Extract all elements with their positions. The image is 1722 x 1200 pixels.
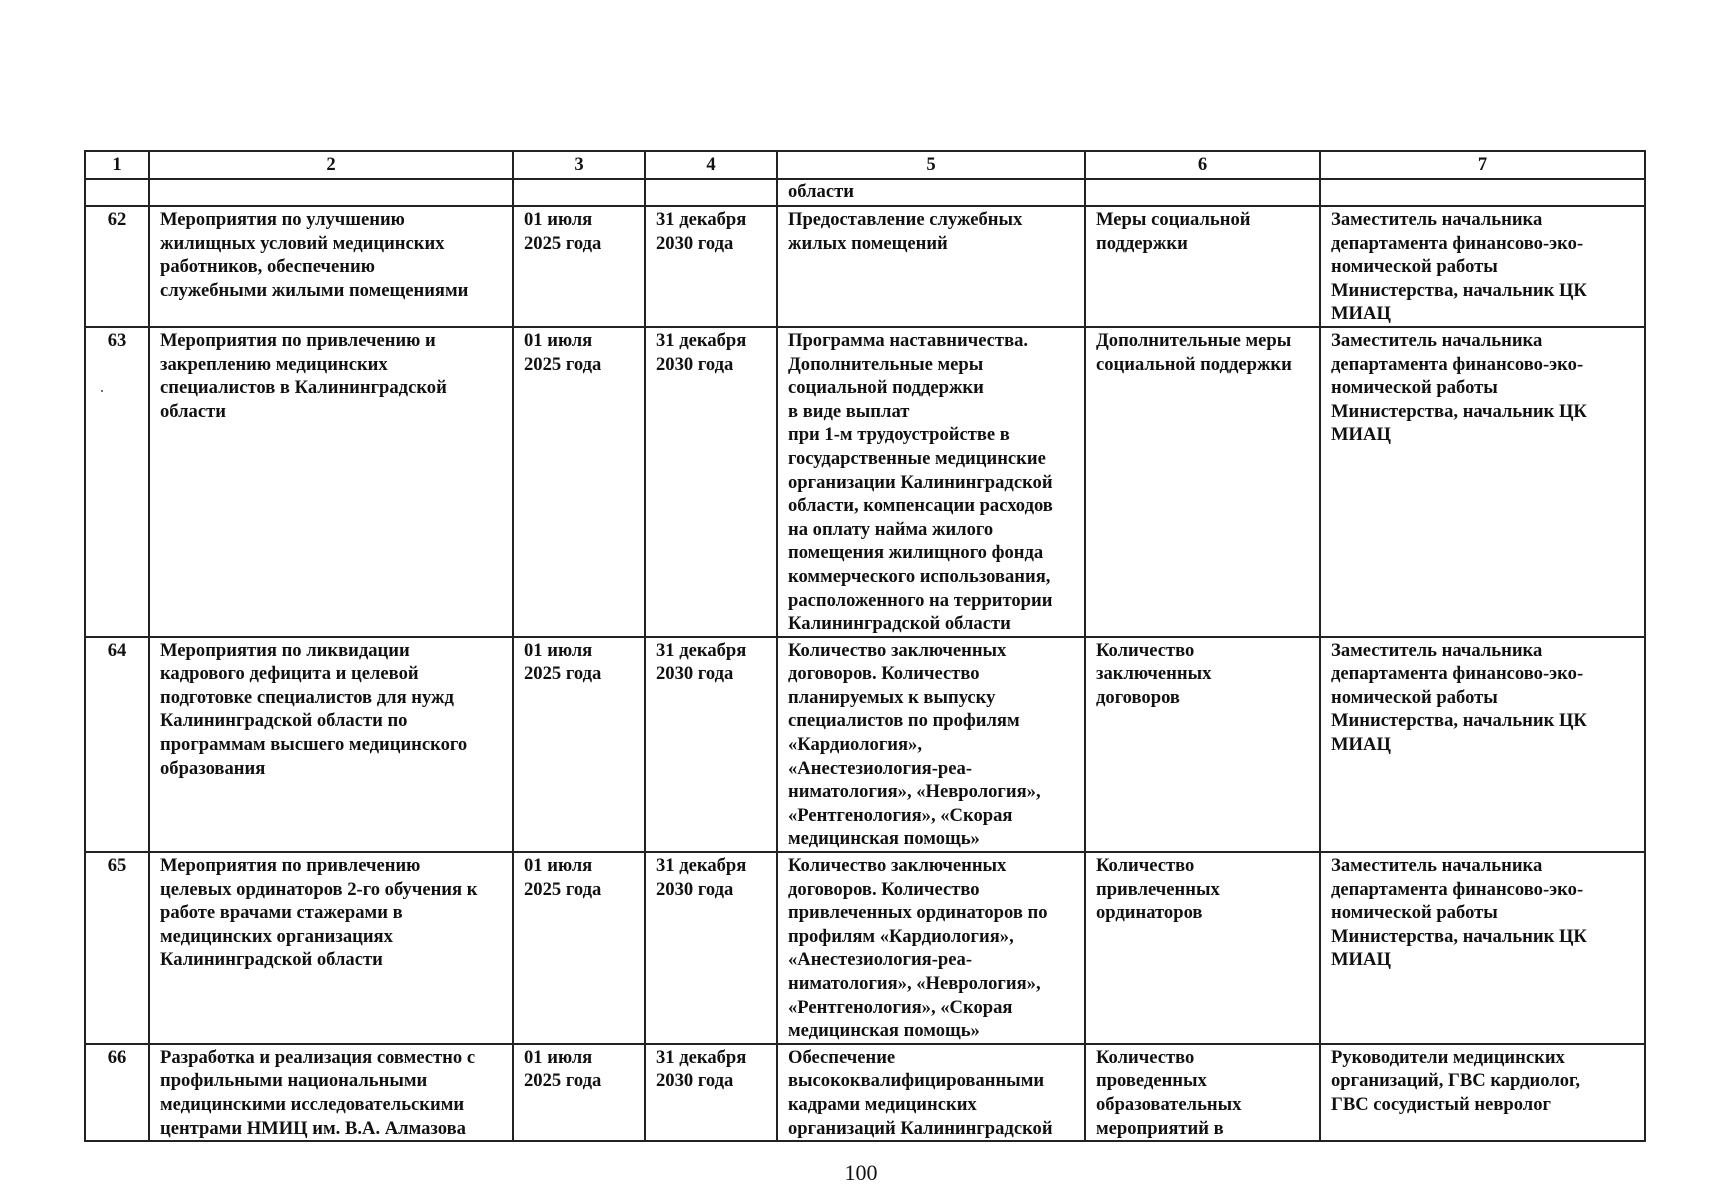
scan-speck [101, 390, 103, 392]
cell-responsible: Заместитель начальника департамента финансово-эко- номической работы Министерства, начальник ЦК МИАЦ [1320, 206, 1645, 327]
cell-number: 62 [85, 206, 149, 327]
column-number-header [85, 151, 1645, 179]
cell-indicator: Количество проведенных образовательных мероприятий в [1085, 1044, 1320, 1141]
table-row [85, 327, 1645, 637]
cell-start-date: 01 июля 2025 года [513, 1044, 645, 1141]
page-number: 100 [844, 1160, 878, 1185]
cell-result-continuation: области [777, 179, 1085, 206]
cell-empty [149, 179, 513, 206]
measures-table [84, 150, 1646, 1142]
table-row [85, 637, 1645, 852]
cell-empty [85, 179, 149, 206]
cell-responsible: Руководители медицинских организаций, ГВС кардиолог, ГВС сосудистый невролог [1320, 1044, 1645, 1141]
header-col-6: 6 [1085, 151, 1320, 179]
cell-number: 66 [85, 1044, 149, 1141]
table-row [85, 206, 1645, 327]
cell-activity: Мероприятия по ликвидации кадрового дефицита и целевой подготовке специалистов для нужд Калининградской области по программам высшего медицинского образования [149, 637, 513, 852]
cell-result: Обеспечение высококвалифицированными кадрами медицинских организаций Калининградской [777, 1044, 1085, 1141]
cell-start-date: 01 июля 2025 года [513, 206, 645, 327]
cell-start-date: 01 июля 2025 года [513, 637, 645, 852]
header-col-7: 7 [1320, 151, 1645, 179]
cell-activity: Мероприятия по привлечению целевых ординаторов 2-го обучения к работе врачами стажерами в медицинских организациях Калининградской области [149, 852, 513, 1044]
cell-number: 63 [85, 327, 149, 637]
header-col-3: 3 [513, 151, 645, 179]
cell-start-date: 01 июля 2025 года [513, 852, 645, 1044]
cell-empty [1085, 179, 1320, 206]
cell-end-date: 31 декабря 2030 года [645, 852, 777, 1044]
cell-activity: Мероприятия по привлечению и закреплению медицинских специалистов в Калининградской области [149, 327, 513, 637]
table-row [85, 1044, 1645, 1141]
cell-result: Количество заключенных договоров. Количество планируемых к выпуску специалистов по профилям «Кардиология», «Анестезиология-реа- ниматология», «Неврология», «Рентгенология», «Скорая медицинская помощь» [777, 637, 1085, 852]
table-row [85, 852, 1645, 1044]
header-col-5: 5 [777, 151, 1085, 179]
cell-indicator: Количество привлеченных ординаторов [1085, 852, 1320, 1044]
cell-end-date: 31 декабря 2030 года [645, 327, 777, 637]
cell-responsible: Заместитель начальника департамента финансово-эко- номической работы Министерства, начальник ЦК МИАЦ [1320, 637, 1645, 852]
header-col-4: 4 [645, 151, 777, 179]
header-col-1: 1 [85, 151, 149, 179]
cell-result: Программа наставничества. Дополнительные меры социальной поддержки в виде выплат при 1-м трудоустройстве в государственные медицинские организации Калининградской области, компенсации расходов на оплату найма жилого помещения жилищного фонда коммерческого использования, расположенного на территории Калининградской области [777, 327, 1085, 637]
header-col-2: 2 [149, 151, 513, 179]
cell-activity: Разработка и реализация совместно с профильными национальными медицинскими исследовательскими центрами НМИЦ им. В.А. Алмазова [149, 1044, 513, 1141]
cell-start-date: 01 июля 2025 года [513, 327, 645, 637]
cell-indicator: Дополнительные меры социальной поддержки [1085, 327, 1320, 637]
cell-empty [513, 179, 645, 206]
cell-empty [1320, 179, 1645, 206]
cell-number: 64 [85, 637, 149, 852]
cell-result: Предоставление служебных жилых помещений [777, 206, 1085, 327]
cell-result: Количество заключенных договоров. Количество привлеченных ординаторов по профилям «Кардиология», «Анестезиология-реа- ниматология», «Неврология», «Рентгенология», «Скорая медицинская помощь» [777, 852, 1085, 1044]
cell-empty [645, 179, 777, 206]
cell-indicator: Меры социальной поддержки [1085, 206, 1320, 327]
cell-activity: Мероприятия по улучшению жилищных условий медицинских работников, обеспечению служебными жилыми помещениями [149, 206, 513, 327]
cell-number: 65 [85, 852, 149, 1044]
cell-responsible: Заместитель начальника департамента финансово-эко- номической работы Министерства, начальник ЦК МИАЦ [1320, 852, 1645, 1044]
cell-responsible: Заместитель начальника департамента финансово-эко- номической работы Министерства, начальник ЦК МИАЦ [1320, 327, 1645, 637]
cell-end-date: 31 декабря 2030 года [645, 1044, 777, 1141]
cell-end-date: 31 декабря 2030 года [645, 637, 777, 852]
cell-end-date: 31 декабря 2030 года [645, 206, 777, 327]
continuation-row [85, 179, 1645, 206]
cell-indicator: Количество заключенных договоров [1085, 637, 1320, 852]
